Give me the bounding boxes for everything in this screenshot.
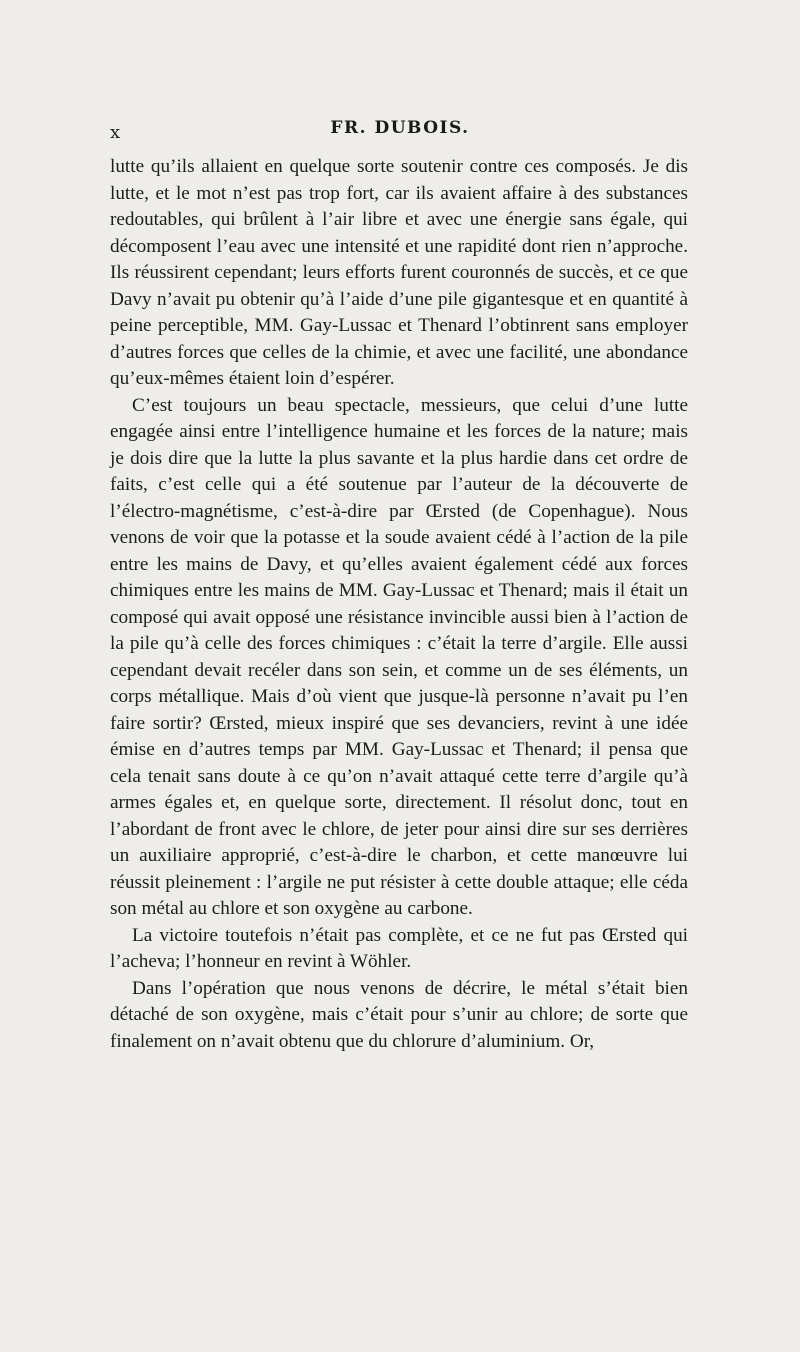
paragraph-3: La victoire toutefois n’était pas complète, et ce ne fut pas Œrsted qui l’acheva; l’honneur en revint à Wöhler.	[110, 924, 688, 972]
page-number: x	[110, 122, 122, 143]
page-header	[0, 118, 800, 148]
running-head: FR. DUBOIS.	[330, 118, 470, 138]
body-text	[110, 154, 688, 1055]
paragraph-4: Dans l’opération que nous venons de décrire, le métal s’était bien détaché de son oxygène, mais c’était pour s’unir au chlore; de sorte que finalement on n’avait obtenu que du chlorure d’aluminium. Or,	[110, 977, 688, 1052]
paragraph-1: lutte qu’ils allaient en quelque sorte soutenir contre ces composés. Je dis lutte, et le mot n’est pas trop fort, car ils avaient affaire à des substances redoutables, qui brûlent à l’air libre et avec une énergie sans égale, qui décomposent l’eau avec une intensité et une rapidité dont rien n’approche. Ils réussirent cependant; leurs efforts furent couronnés de succès, et ce que Davy n’avait pu obtenir qu’à l’aide d’une pile gigantesque et en quantité à peine perceptible, MM. Gay-Lussac et Thenard l’obtinrent sans employer d’autres forces que celles de la chimie, et avec une facilité, une abondance qu’eux-mêmes étaient loin d’espérer.	[110, 156, 688, 389]
paragraph-2: C’est toujours un beau spectacle, messieurs, que celui d’une lutte engagée ainsi entre l’intelligence humaine et les forces de la nature; mais je dois dire que la lutte la plus savante et la plus hardie dans cet ordre de faits, c’est celle qui a été soutenue par l’auteur de la découverte de l’électro-magnétisme, c’est-à-dire par Œrsted (de Copenhague). Nous venons de voir que la potasse et la soude avaient cédé à l’action de la pile entre les mains de Davy, et qu’elles avaient également cédé aux forces chimiques entre les mains de MM. Gay-Lussac et Thenard; mais il était un composé qui avait opposé une résistance invincible aussi bien à l’action de la pile qu’à celle des forces chimiques : c’était la terre d’argile. Elle aussi cependant devait recéler dans son sein, et comme un de ses éléments, un corps métallique. Mais d’où vient que jusque-là personne n’avait pu l’en faire sortir? Œrsted, mieux inspiré que ses devanciers, revint à une idée émise en d’autres temps par MM. Gay-Lussac et Thenard; il pensa que cela tenait sans doute à ce qu’on n’avait attaqué cette terre d’argile qu’à armes égales et, en quelque sorte, directement. Il résolut donc, tout en l’abordant de front avec le chlore, de jeter pour ainsi dire sur ses derrières un auxiliaire approprié, c’est-à-dire le charbon, et cette manœuvre lui réussit pleinement : l’argile ne put résister à cette double attaque; elle céda son métal au chlore et son oxygène au carbone.	[110, 394, 688, 919]
